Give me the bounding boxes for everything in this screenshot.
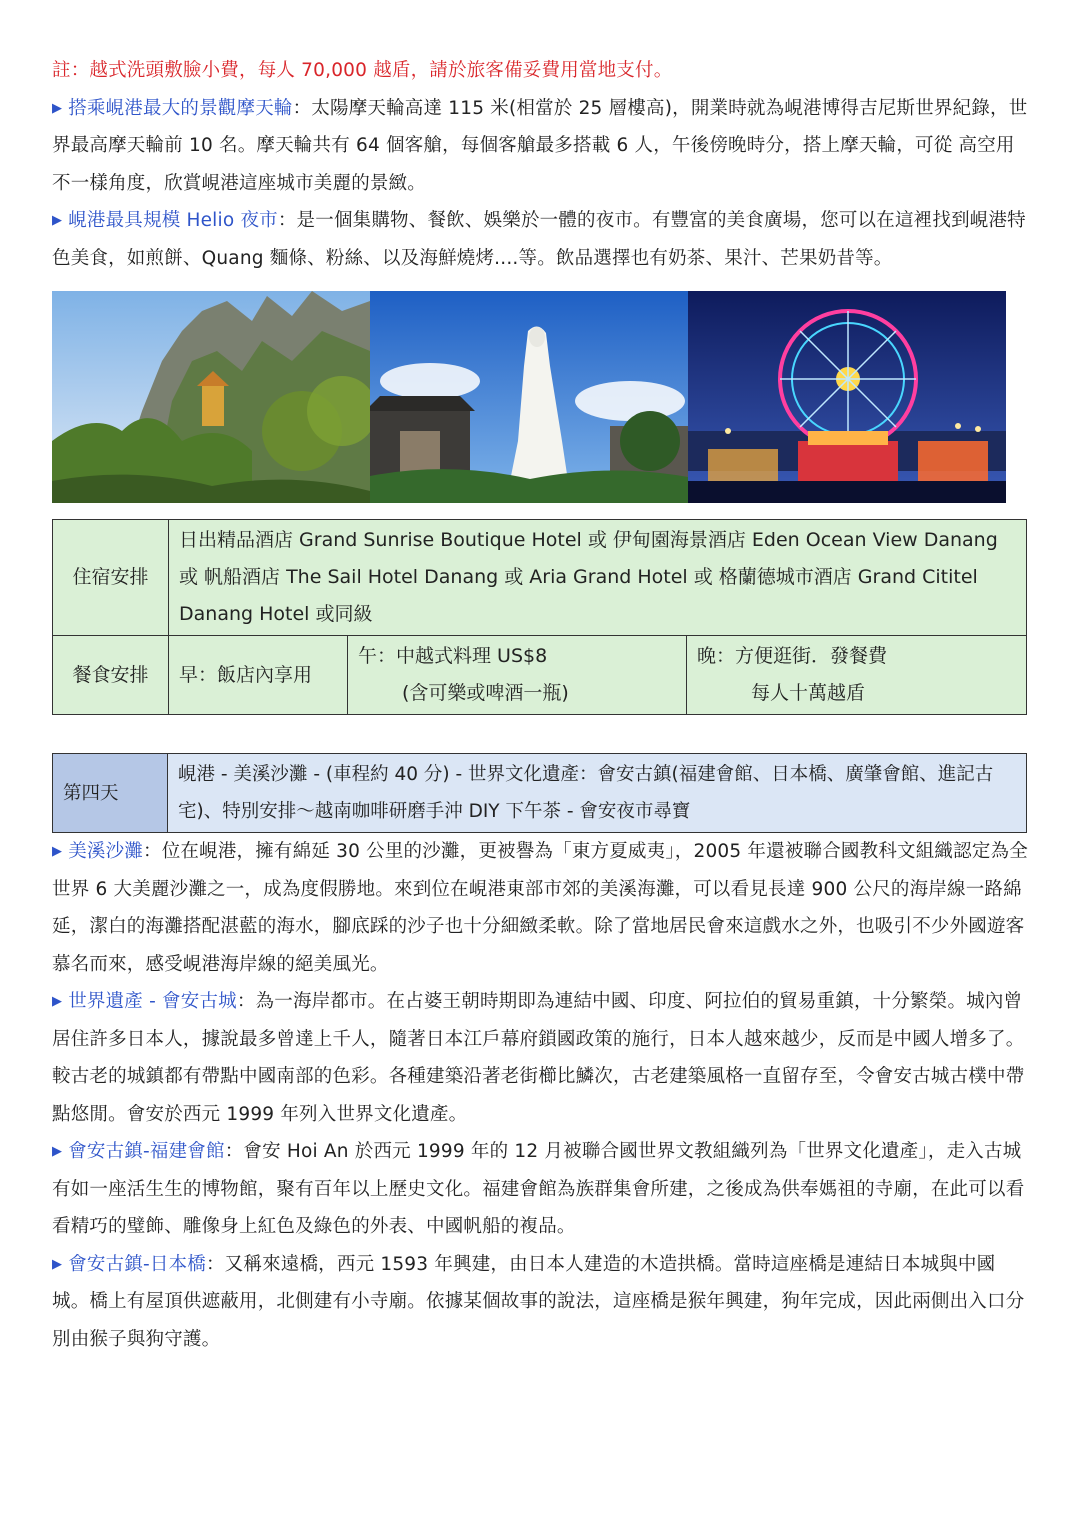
photo-strip — [52, 291, 1006, 503]
section-my-khe-beach — [52, 833, 1032, 983]
breakfast-cell: 早：飯店內享用 — [169, 636, 348, 715]
bullet-triangle-icon: ▶ — [52, 844, 63, 859]
bullet-triangle-icon: ▶ — [52, 1256, 63, 1272]
tip-note: 註：越式洗頭敷臉小費，每人 70,000 越盾，請於旅客備妥費用當地支付。 — [52, 60, 673, 81]
section-title: 世界遺產 - 會安古城 — [68, 991, 237, 1012]
dinner-cell — [687, 636, 1027, 715]
dinner-line-1: 晚：方便逛街．發餐費 — [697, 645, 888, 667]
marble-mountains-photo — [52, 291, 370, 503]
section-japanese-bridge — [52, 1246, 1032, 1359]
intro-title: 搭乘峴港最大的景觀摩天輪 — [68, 97, 293, 119]
day-itinerary: 峴港 - 美溪沙灘 - (車程約 40 分) - 世界文化遺產：會安古鎮(福建會館、日本橋、廣肇會館、進記古宅)、特別安排～越南咖啡研磨手沖 DIY 下午茶 - 會安夜市尋寶 — [168, 754, 1027, 833]
section-title: 美溪沙灘 — [68, 841, 144, 862]
intro-ferris-wheel — [52, 90, 1032, 203]
intro-night-market — [52, 202, 1032, 277]
day-label: 第四天 — [53, 754, 168, 833]
section-title: 會安古鎮-日本橋 — [68, 1253, 206, 1275]
intro-text: ：是一個集購物、餐飲、娛樂於一體的夜市。有豐富的美食廣場，您可以在這裡找到峴港特色美食，如煎餅、Quang 麵條、粉絲、以及海鮮燒烤....等。飲品選擇也有奶茶、果汁、芒果奶昔等。 — [52, 210, 1026, 269]
intro-title: 峴港最具規模 Helio 夜市 — [68, 210, 278, 231]
day-four-table — [52, 753, 1027, 833]
section-text: ：為一海岸都市。在占婆王朝時期即為連結中國、印度、阿拉伯的貿易重鎮，十分繁榮。城內曾居住許多日本人，據說最多曾達上千人，隨著日本江戶幕府鎖國政策的施行，日本人越來越少，反而是中國人增多了。較古老的城鎮都有帶點中國南部的色彩。各種建築沿著老街櫛比鱗次，古老建築風格一直留存至，令會安古城古樸中帶點悠閒。會安於西元 1999 年列入世界文化遺產。 — [52, 991, 1025, 1125]
section-title: 會安古鎮-福建會館 — [68, 1141, 225, 1162]
accommodation-label: 住宿安排 — [53, 520, 169, 636]
lunch-cell — [348, 636, 687, 715]
lunch-line-2: (含可樂或啤酒一瓶) — [402, 682, 569, 704]
bullet-triangle-icon: ▶ — [52, 1144, 63, 1159]
accommodation-meals-table — [52, 519, 1027, 715]
accommodation-row — [53, 520, 1027, 636]
section-text: ：又稱來遠橋，西元 1593 年興建，由日本人建造的木造拱橋。當時這座橋是連結日本城與中國城。橋上有屋頂供遮蔽用，北側建有小寺廟。依據某個故事的說法，這座橋是猴年興建，狗年完成，因此兩側出入口分別由猴子與狗守護。 — [52, 1253, 1025, 1350]
section-hoi-an-ancient-town — [52, 983, 1032, 1133]
sun-wheel-night-photo — [688, 291, 1006, 503]
accommodation-text: 日出精品酒店 Grand Sunrise Boutique Hotel 或 伊甸園海景酒店 Eden Ocean View Danang 或 帆船酒店 The Sail Hotel Danang 或 Aria Grand Hotel 或 格蘭德城市酒店 Grand Cititel Danang Hotel 或同級 — [169, 520, 1027, 636]
section-text: ：位在峴港，擁有綿延 30 公里的沙灘，更被譽為「東方夏威夷」，2005 年還被聯合國教科文組織認定為全世界 6 大美麗沙灘之一，成為度假勝地。來到位在峴港東部市郊的美溪海灘，可以看見長達 900 公尺的海岸線一路綿延，潔白的海灘搭配湛藍的海水，腳底踩的沙子也十分細緻柔軟。除了當地居民會來這戲水之外，也吸引不少外國遊客慕名而來，感受峴港海岸線的絕美風光。 — [52, 841, 1028, 975]
lunch-line-1: 午：中越式料理 US$8 — [358, 645, 548, 667]
section-text: ：會安 Hoi An 於西元 1999 年的 12 月被聯合國世界文教組織列為「世界文化遺產」，走入古城有如一座活生生的博物館，聚有百年以上歷史文化。福建會館為族群集會所建，之後成為供奉媽祖的寺廟，在此可以看看精巧的璧飾、雕像身上紅色及綠色的外表、中國帆船的複品。 — [52, 1141, 1025, 1237]
section-fujian-assembly-hall — [52, 1133, 1032, 1246]
document-page — [52, 52, 1032, 1358]
bullet-triangle-icon: ▶ — [52, 213, 63, 228]
bullet-triangle-icon: ▶ — [52, 100, 63, 116]
meals-row — [53, 636, 1027, 715]
lady-buddha-photo — [370, 291, 688, 503]
meals-label: 餐食安排 — [53, 636, 169, 715]
intro-text: ：太陽摩天輪高達 115 米(相當於 25 層樓高)，開業時就為峴港博得吉尼斯世界紀錄，世界最高摩天輪前 10 名。摩天輪共有 64 個客艙，每個客艙最多搭載 6 人，午後傍晚時分，搭上摩天輪，可從 高空用不一樣角度，欣賞峴港這座城市美麗的景緻。 — [52, 97, 1028, 194]
bullet-triangle-icon: ▶ — [52, 994, 63, 1009]
dinner-line-2: 每人十萬越盾 — [751, 682, 866, 704]
